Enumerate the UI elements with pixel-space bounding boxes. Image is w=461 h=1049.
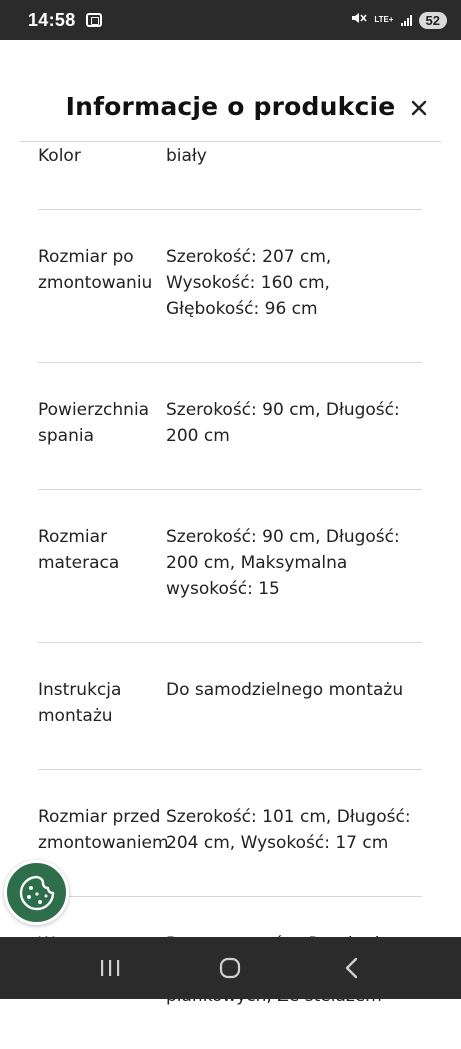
cookie-icon: [18, 874, 56, 912]
spec-label: Powierzchnia spania: [38, 400, 150, 446]
recent-apps-button[interactable]: [90, 948, 130, 988]
spec-value: Szerokość: 90 cm, Długość: 200 cm, Maksymalna wysokość: 15: [166, 527, 400, 599]
modal-title: Informacje o produkcie: [65, 92, 396, 121]
spec-value: Szerokość: 101 cm, Długość: 204 cm, Wysokość: 17 cm: [166, 807, 411, 853]
spec-label: Rozmiar materaca: [38, 527, 120, 573]
spec-row: [38, 363, 422, 490]
spec-value: Szerokość: 207 cm, Wysokość: 160 cm, Głębokość: 96 cm: [166, 247, 332, 319]
spec-row: [38, 210, 422, 363]
spec-list: [38, 109, 422, 1049]
status-bar: [0, 0, 461, 40]
spec-label: Instrukcja montażu: [38, 680, 122, 726]
spec-value: Do samodzielnego montażu: [166, 680, 404, 700]
spec-value: Szerokość: 90 cm, Długość: 200 cm: [166, 400, 400, 446]
home-button[interactable]: [210, 948, 250, 988]
screenshot-icon: [86, 13, 102, 27]
back-button[interactable]: [331, 948, 371, 988]
network-type: LTE+: [374, 15, 394, 24]
spec-row: [38, 109, 422, 210]
spec-row: [38, 643, 422, 770]
back-icon: [343, 957, 359, 979]
recent-apps-icon: [99, 958, 121, 978]
battery-level: 52: [419, 12, 447, 29]
spec-label: Rozmiar po zmontowaniu: [38, 247, 153, 293]
mute-icon: [351, 11, 367, 29]
system-nav-bar: [0, 937, 461, 999]
product-info-content[interactable]: [0, 143, 461, 937]
spec-value: biały: [166, 146, 207, 166]
spec-row: [38, 770, 422, 897]
spec-row: [38, 490, 422, 643]
spec-label: Kolor: [38, 146, 81, 166]
status-icons: [351, 11, 447, 29]
cookie-settings-button[interactable]: [4, 860, 69, 925]
status-time: 14:58: [28, 9, 76, 30]
spec-label: Rozmiar przed zmontowaniem: [38, 807, 169, 853]
home-icon: [218, 956, 242, 980]
signal-icon: [401, 14, 412, 26]
